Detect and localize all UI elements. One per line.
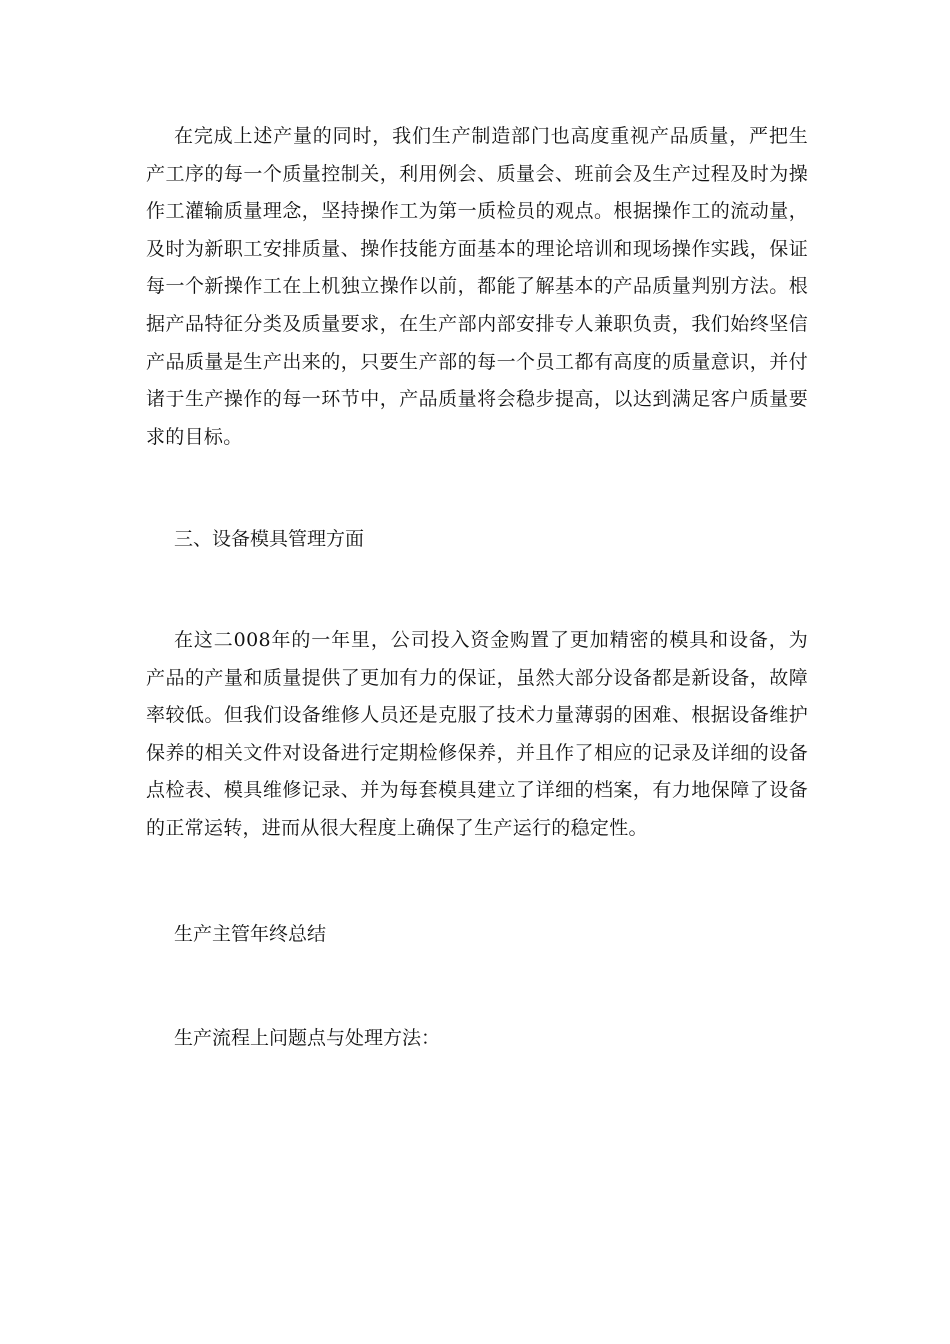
paragraph-quality: 在完成上述产量的同时，我们生产制造部门也高度重视产品质量，严把生产工序的每一个质量控制关，利用例会、质量会、班前会及生产过程及时为操作工灌输质量理念，坚持操作工为第一质检员的观点。根据操作工的流动量，及时为新职工安排质量、操作技能方面基本的理论培训和现场操作实践，保证每一个新操作工在上机独立操作以前，都能了解基本的产品质量判别方法。根据产品特征分类及质量要求，在生产部内部安排专人兼职负责，我们始终坚信产品质量是生产出来的，只要生产部的每一个员工都有高度的质量意识，并付诸于生产操作的每一环节中，产品质量将会稳步提高，以达到满足客户质量要求的目标。 bbox=[146, 125, 808, 448]
paragraph-equipment: 在这二008年的一年里，公司投入资金购置了更加精密的模具和设备，为产品的产量和质量提供了更加有力的保证，虽然大部分设备都是新设备，故障率较低。但我们设备维修人员还是克服了技术力量薄弱的困难、根据设备维护保养的相关文件对设备进行定期检修保养，并且作了相应的记录及详细的设备点检表、模具维修记录、并为每套模具建立了详细的档案，有力地保障了设备的正常运转，进而从很大程度上确保了生产运行的稳定性。 bbox=[146, 629, 808, 839]
summary-title: 生产主管年终总结 bbox=[174, 923, 327, 945]
process-heading: 生产流程上问题点与处理方法： bbox=[174, 1027, 441, 1049]
section-heading-equipment: 三、设备模具管理方面 bbox=[174, 528, 365, 550]
